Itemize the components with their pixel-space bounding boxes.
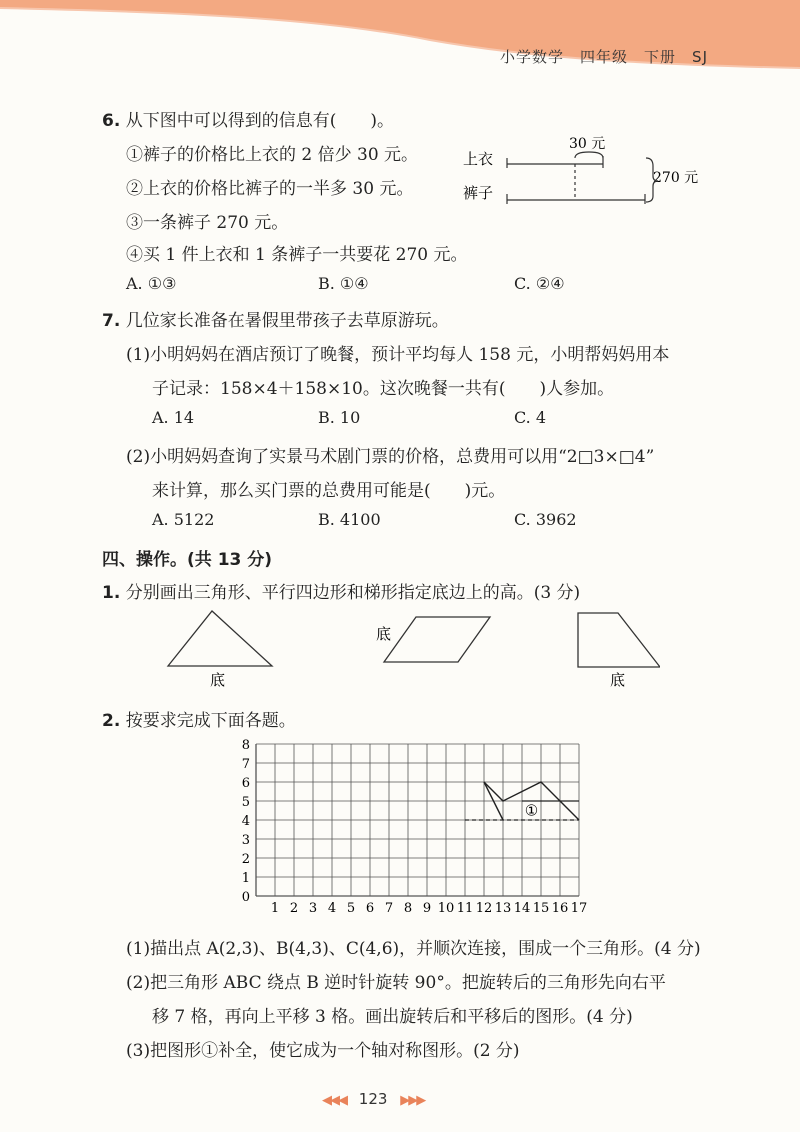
q6-stem-text: 从下图中可以得到的信息有( )。 <box>125 111 394 131</box>
q7-part1-option-b: B. 10 <box>318 408 361 427</box>
x-tick-label: 3 <box>308 901 318 916</box>
y-tick-label: 2 <box>241 852 250 867</box>
x-tick-label: 16 <box>551 901 569 916</box>
section4-title: 四、操作。(共 13 分) <box>102 550 273 570</box>
page-footer <box>322 1090 424 1108</box>
header-band <box>0 0 800 82</box>
x-tick-label: 6 <box>365 901 375 916</box>
x-tick-label: 8 <box>403 901 413 916</box>
section4-sub2-line2: 移 7 格，再向上平移 3 格。画出旋转后和平移后的图形。(4 分) <box>152 1007 633 1027</box>
right-arrows-icon: ▶▶▶ <box>400 1093 425 1108</box>
x-tick-label: 1 <box>270 901 280 916</box>
section4-sub2-line1: (2)把三角形 ABC 绕点 B 逆时针旋转 90°。把旋转后的三角形先向右平 <box>126 973 666 993</box>
y-tick-label: 0 <box>241 890 250 905</box>
q6-statement-4: ④买 1 件上衣和 1 条裤子一共要花 270 元。 <box>126 245 468 265</box>
x-tick-label: 13 <box>494 901 512 916</box>
q7-part2-option-a: A. 5122 <box>152 510 215 529</box>
q7-stem-text: 几位家长准备在暑假里带孩子去草原游玩。 <box>125 311 449 331</box>
x-tick-label: 4 <box>327 901 337 916</box>
q7-part1-line2: 子记录：158×4＋158×10。这次晚餐一共有( )人参加。 <box>152 379 615 399</box>
section4-sub3: (3)把图形①补全，使它成为一个轴对称图形。(2 分) <box>126 1041 520 1061</box>
x-tick-label: 10 <box>437 901 455 916</box>
figure-one-label: ① <box>524 801 539 820</box>
q7-part1-line1: (1)小明妈妈在酒店预订了晚餐，预计平均每人 158 元，小明帮妈妈用本 <box>126 345 670 365</box>
q6-top-label: 上衣 <box>463 150 494 168</box>
trapezoid-base-label: 底 <box>610 671 626 689</box>
q6-option-a: A. ①③ <box>126 274 177 293</box>
q6-statement-2: ②上衣的价格比裤子的一半多 30 元。 <box>126 179 414 199</box>
x-tick-label: 2 <box>289 901 299 916</box>
q6-bottom-label: 裤子 <box>463 184 494 202</box>
figure-one-right-edge <box>560 801 579 820</box>
y-tick-label: 4 <box>241 814 250 829</box>
coordinate-grid <box>230 730 590 920</box>
page-number: 123 <box>358 1090 388 1108</box>
section4-q1-number: 1. <box>102 583 121 603</box>
x-tick-label: 14 <box>513 901 531 916</box>
q6-number: 6. <box>102 111 121 131</box>
q6-diff-brace <box>575 152 603 158</box>
x-tick-label: 5 <box>346 901 356 916</box>
x-tick-label: 12 <box>475 901 493 916</box>
x-tick-label: 11 <box>456 901 474 916</box>
y-tick-label: 1 <box>241 871 250 886</box>
y-tick-label: 5 <box>241 795 250 810</box>
trapezoid-shape <box>578 613 660 667</box>
q7-part2-option-b: B. 4100 <box>318 510 381 529</box>
y-tick-label: 8 <box>241 738 250 753</box>
q7-part1-option-a: A. 14 <box>152 408 195 427</box>
y-tick-label: 7 <box>241 757 250 772</box>
y-tick-label: 6 <box>241 776 250 791</box>
q6-statement-1: ①裤子的价格比上衣的 2 倍少 30 元。 <box>126 145 419 165</box>
shapes-figure <box>160 605 660 690</box>
triangle-base-label: 底 <box>210 671 226 689</box>
x-tick-label: 15 <box>532 901 550 916</box>
section4-q1 <box>102 578 580 603</box>
q7-part2-option-c: C. 3962 <box>514 510 577 529</box>
x-tick-label: 17 <box>570 901 588 916</box>
triangle-shape <box>168 611 272 666</box>
q7-part1-option-c: C. 4 <box>514 408 547 427</box>
q6-diff-label: 30 元 <box>569 136 606 152</box>
header-title: 小学数学 四年级 下册 SJ <box>500 48 708 66</box>
q6-option-b: B. ①④ <box>318 274 369 293</box>
section4-q1-text: 分别画出三角形、平行四边形和梯形指定底边上的高。(3 分) <box>125 583 581 603</box>
q6-line-diagram <box>455 128 720 213</box>
q6-total-label: 270 元 <box>653 170 699 186</box>
left-arrows-icon: ◀◀◀ <box>322 1093 346 1108</box>
q6-option-c: C. ②④ <box>514 274 565 293</box>
q7-part2-line1: (2)小明妈妈查询了实景马术剧门票的价格，总费用可以用“2□3×□4” <box>126 447 655 467</box>
parallelogram-shape <box>384 617 490 662</box>
parallelogram-base-label: 底 <box>376 625 392 643</box>
q7-part2-line2: 来计算，那么买门票的总费用可能是( )元。 <box>152 481 506 501</box>
q7-stem <box>102 306 449 331</box>
x-tick-label: 9 <box>422 901 432 916</box>
q7-number: 7. <box>102 311 121 331</box>
section4-sub1: (1)描出点 A(2,3)、B(4,3)、C(4,6)，并顺次连接，围成一个三角形。(4 分) <box>126 939 701 959</box>
y-tick-label: 3 <box>241 833 250 848</box>
section4-q2-number: 2. <box>102 711 121 731</box>
section4-q2 <box>102 706 296 731</box>
q6-statement-3: ③一条裤子 270 元。 <box>126 213 289 233</box>
x-tick-label: 7 <box>384 901 394 916</box>
section4-q2-text: 按要求完成下面各题。 <box>125 711 296 731</box>
q6-stem <box>102 106 394 131</box>
